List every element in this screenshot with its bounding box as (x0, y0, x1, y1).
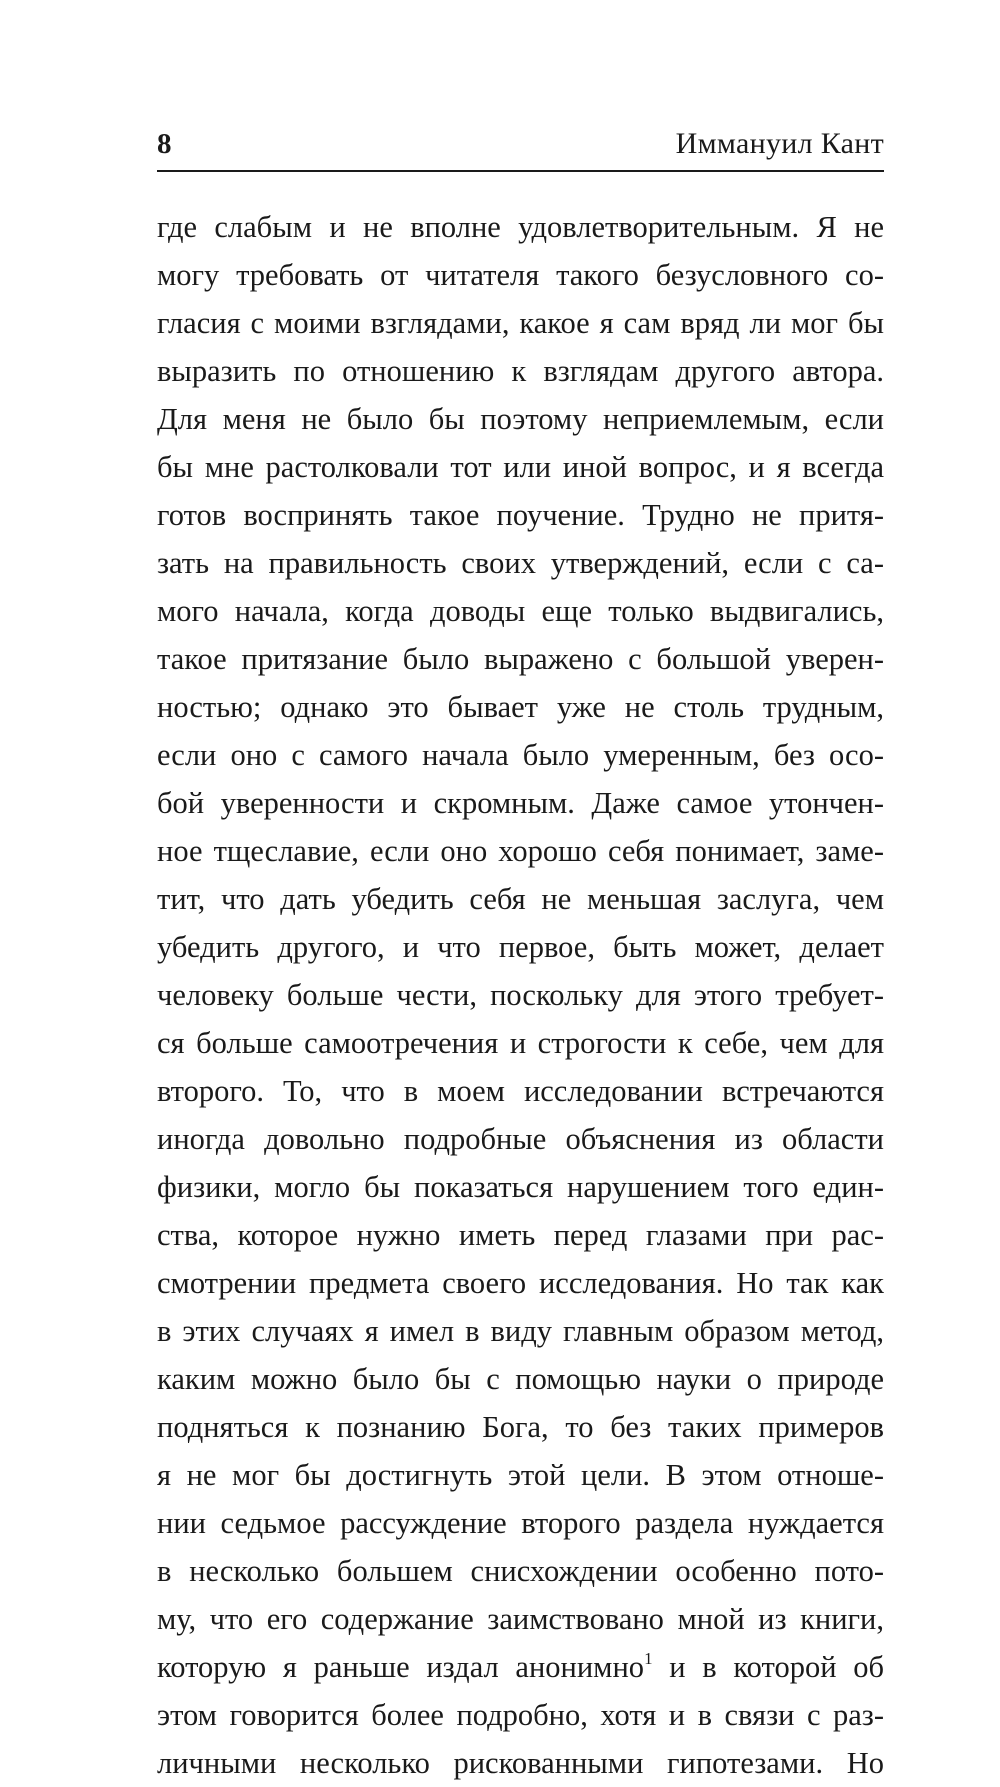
text-line: в этих случаях я имел в виду главным образом метод, (157, 1314, 884, 1348)
text-line: могу требовать от читателя такого безусловного со- (157, 258, 884, 292)
text-line: гласия с моими взглядами, какое я сам вряд ли мог бы (157, 306, 884, 340)
text-line: зать на правильность своих утверждений, если с са- (157, 546, 884, 580)
text-line: ства, которое нужно иметь перед глазами при рас- (157, 1218, 884, 1252)
text-line: тит, что дать убедить себя не меньшая заслуга, чем (157, 882, 884, 916)
footnote-line-before: которую я раньше издал анонимно (157, 1650, 645, 1684)
text-line: ностью; однако это бывает уже не столь трудным, (157, 690, 884, 724)
text-line: убедить другого, и что первое, быть может, делает (157, 930, 884, 964)
text-line: смотрении предмета своего исследования. Но так как (157, 1266, 884, 1300)
running-title: Иммануил Кант (675, 127, 884, 160)
text-line: человеку больше чести, поскольку для этого требует- (157, 978, 884, 1012)
text-line: второго. То, что в моем исследовании встречаются (157, 1074, 884, 1108)
running-head (157, 120, 884, 168)
text-line: Для меня не было бы поэтому неприемлемым, если (157, 402, 884, 436)
text-line: где слабым и не вполне удовлетворительным. Я не (157, 210, 884, 244)
text-line: личными несколько рискованными гипотезами. Но (157, 1746, 884, 1780)
text-line: этом говорится более подробно, хотя и в связи с раз- (157, 1698, 884, 1732)
footnote-line-after: и в которой об (652, 1650, 884, 1684)
text-line: ся больше самоотречения и строгости к себе, чем для (157, 1026, 884, 1060)
text-line-with-footnote (157, 1643, 884, 1691)
text-line: иногда довольно подробные объяснения из области (157, 1122, 884, 1156)
text-line: в несколько большем снисхождении особенно пото- (157, 1554, 884, 1588)
text-line: подняться к познанию Бога, то без таких примеров (157, 1410, 884, 1444)
text-line: бой уверенности и скромным. Даже самое утончен- (157, 786, 884, 820)
text-line: готов воспринять такое поучение. Трудно не притя- (157, 498, 884, 532)
body-text (157, 203, 884, 1787)
text-line: ное тщеславие, если оно хорошо себя понимает, заме- (157, 834, 884, 868)
text-line: му, что его содержание заимствовано мной из книги, (157, 1602, 884, 1636)
text-line: нии седьмое рассуждение второго раздела нуждается (157, 1506, 884, 1540)
text-line: мого начала, когда доводы еще только выдвигались, (157, 594, 884, 628)
text-line: если оно с самого начала было умеренным, без осо- (157, 738, 884, 772)
text-line: каким можно было бы с помощью науки о природе (157, 1362, 884, 1396)
text-line: физики, могло бы показаться нарушением того един- (157, 1170, 884, 1204)
text-line: я не мог бы достигнуть этой цели. В этом отноше- (157, 1458, 884, 1492)
footnote-reference[interactable]: 1 (644, 1649, 653, 1668)
header-rule (157, 170, 884, 172)
text-line: выразить по отношению к взглядам другого автора. (157, 354, 884, 388)
page-number: 8 (157, 128, 172, 160)
text-line: бы мне растолковали тот или иной вопрос, и я всегда (157, 450, 884, 484)
text-line: такое притязание было выражено с большой уверен- (157, 642, 884, 676)
